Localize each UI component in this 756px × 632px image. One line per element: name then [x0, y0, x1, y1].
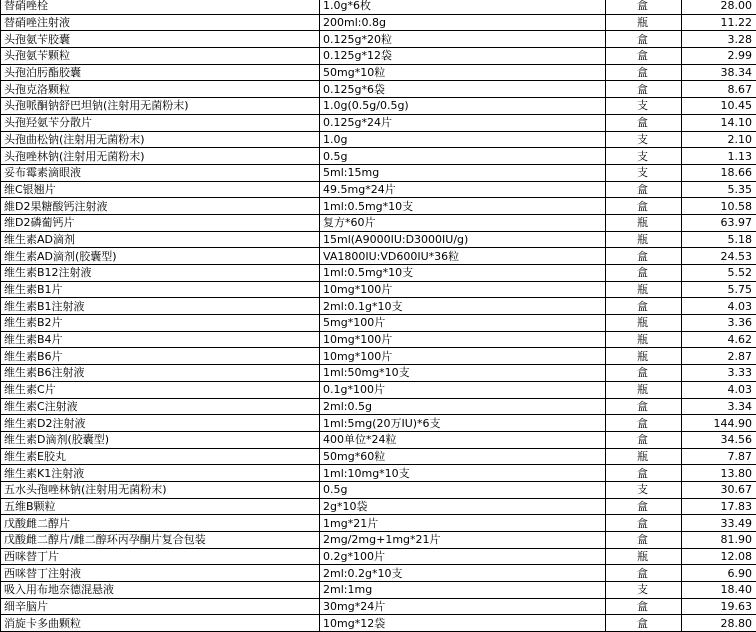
table-row [1, 365, 756, 382]
unit-cell: 支 [606, 148, 682, 165]
price-cell: 34.56 [682, 431, 756, 448]
spec-cell: 0.125g*20粒 [320, 31, 606, 48]
unit-cell: 瓶 [606, 448, 682, 465]
spec-cell: 50mg*60粒 [320, 448, 606, 465]
unit-cell: 盒 [606, 615, 682, 632]
table-row [1, 381, 756, 398]
spec-cell: 2ml:0.1g*10支 [320, 298, 606, 315]
table-row [1, 532, 756, 549]
drug-name-cell: 西咪替丁片 [1, 548, 320, 565]
drug-name-cell: 头孢哌酮钠舒巴坦钠(注射用无菌粉末) [1, 98, 320, 115]
price-cell: 13.80 [682, 465, 756, 482]
spec-cell: VA1800IU:VD600IU*36粒 [320, 248, 606, 265]
unit-cell: 瓶 [606, 231, 682, 248]
price-cell: 2.10 [682, 131, 756, 148]
drug-name-cell: 维生素AD滴剂(胶囊型) [1, 248, 320, 265]
price-cell: 3.34 [682, 398, 756, 415]
table-row [1, 465, 756, 482]
unit-cell: 盒 [606, 248, 682, 265]
price-cell: 81.90 [682, 532, 756, 549]
table-row [1, 331, 756, 348]
spec-cell: 2mg/2mg+1mg*21片 [320, 532, 606, 549]
table-row [1, 181, 756, 198]
spec-cell: 1ml:10mg*10支 [320, 465, 606, 482]
spec-cell: 0.125g*12袋 [320, 48, 606, 65]
price-cell: 3.36 [682, 315, 756, 332]
unit-cell: 盒 [606, 31, 682, 48]
spec-cell: 1.0g(0.5g/0.5g) [320, 98, 606, 115]
drug-name-cell: 替硝唑注射液 [1, 14, 320, 31]
spec-cell: 49.5mg*24片 [320, 181, 606, 198]
spec-cell: 200ml:0.8g [320, 14, 606, 31]
table-row [1, 64, 756, 81]
drug-name-cell: 维生素C片 [1, 381, 320, 398]
drug-name-cell: 维生素B6注射液 [1, 365, 320, 382]
spec-cell: 400单位*24粒 [320, 431, 606, 448]
table-row [1, 298, 756, 315]
unit-cell: 瓶 [606, 548, 682, 565]
unit-cell: 盒 [606, 515, 682, 532]
price-cell: 11.22 [682, 14, 756, 31]
price-cell: 38.34 [682, 64, 756, 81]
drug-name-cell: 头孢曲松钠(注射用无菌粉末) [1, 131, 320, 148]
spec-cell: 0.5g [320, 148, 606, 165]
table-row [1, 548, 756, 565]
table-row [1, 98, 756, 115]
drug-name-cell: 头孢羟氨苄分散片 [1, 114, 320, 131]
unit-cell: 瓶 [606, 331, 682, 348]
drug-name-cell: 维D2磷葡钙片 [1, 214, 320, 231]
spec-cell: 5mg*100片 [320, 315, 606, 332]
unit-cell: 盒 [606, 298, 682, 315]
price-cell: 2.99 [682, 48, 756, 65]
spec-cell: 2ml:0.5g [320, 398, 606, 415]
price-cell: 3.33 [682, 365, 756, 382]
spec-cell: 0.125g*24片 [320, 114, 606, 131]
table-row [1, 431, 756, 448]
spec-cell: 1.0g [320, 131, 606, 148]
drug-name-cell: 细辛脑片 [1, 598, 320, 615]
price-cell: 12.08 [682, 548, 756, 565]
drug-name-cell: 头孢泊肟酯胶囊 [1, 64, 320, 81]
spec-cell: 1ml:0.5mg*10支 [320, 198, 606, 215]
spec-cell: 1.0g*6枚 [320, 0, 606, 14]
drug-name-cell: 消旋卡多曲颗粒 [1, 615, 320, 632]
table-row [1, 598, 756, 615]
price-cell: 30.67 [682, 481, 756, 498]
price-cell: 2.87 [682, 348, 756, 365]
table-row [1, 114, 756, 131]
table-row [1, 498, 756, 515]
table-row [1, 565, 756, 582]
drug-name-cell: 五水头孢唑林钠(注射用无菌粉末) [1, 481, 320, 498]
table-row [1, 81, 756, 98]
price-cell: 4.62 [682, 331, 756, 348]
drug-name-cell: 维生素AD滴剂 [1, 231, 320, 248]
spec-cell: 0.125g*6袋 [320, 81, 606, 98]
table-row [1, 515, 756, 532]
unit-cell: 盒 [606, 81, 682, 98]
drug-name-cell: 维生素E胶丸 [1, 448, 320, 465]
table-row [1, 582, 756, 599]
price-cell: 10.58 [682, 198, 756, 215]
drug-name-cell: 头孢氨苄胶囊 [1, 31, 320, 48]
unit-cell: 瓶 [606, 381, 682, 398]
unit-cell: 瓶 [606, 348, 682, 365]
drug-name-cell: 维生素D2注射液 [1, 415, 320, 432]
drug-name-cell: 头孢唑林钠(注射用无菌粉末) [1, 148, 320, 165]
table-row [1, 131, 756, 148]
drug-name-cell: 维C银翘片 [1, 181, 320, 198]
price-cell: 19.63 [682, 598, 756, 615]
unit-cell: 盒 [606, 565, 682, 582]
spec-cell: 1ml:50mg*10支 [320, 365, 606, 382]
unit-cell: 盒 [606, 64, 682, 81]
unit-cell: 支 [606, 481, 682, 498]
price-cell: 5.18 [682, 231, 756, 248]
unit-cell: 瓶 [606, 281, 682, 298]
drug-name-cell: 吸入用布地奈德混悬液 [1, 582, 320, 599]
price-cell: 17.83 [682, 498, 756, 515]
unit-cell: 盒 [606, 598, 682, 615]
drug-name-cell: 维生素K1注射液 [1, 465, 320, 482]
unit-cell: 盒 [606, 465, 682, 482]
unit-cell: 盒 [606, 498, 682, 515]
price-cell: 4.03 [682, 298, 756, 315]
spec-cell: 0.5g [320, 481, 606, 498]
drug-name-cell: 维生素B2片 [1, 315, 320, 332]
spec-cell: 15ml(A9000IU:D3000IU/g) [320, 231, 606, 248]
price-cell: 33.49 [682, 515, 756, 532]
unit-cell: 盒 [606, 265, 682, 282]
unit-cell: 支 [606, 582, 682, 599]
unit-cell: 盒 [606, 365, 682, 382]
spec-cell: 10mg*100片 [320, 331, 606, 348]
table-row [1, 348, 756, 365]
table-row [1, 48, 756, 65]
unit-cell: 盒 [606, 431, 682, 448]
table-row [1, 164, 756, 181]
spec-cell: 5ml:15mg [320, 164, 606, 181]
price-cell: 18.66 [682, 164, 756, 181]
unit-cell: 盒 [606, 0, 682, 14]
price-cell: 63.97 [682, 214, 756, 231]
price-cell: 5.75 [682, 281, 756, 298]
unit-cell: 盒 [606, 181, 682, 198]
drug-name-cell: 戊酸雌二醇片/雌二醇环丙孕酮片复合包装 [1, 532, 320, 549]
spec-cell: 10mg*100片 [320, 281, 606, 298]
table-row [1, 448, 756, 465]
unit-cell: 盒 [606, 198, 682, 215]
table-row [1, 248, 756, 265]
price-cell: 7.87 [682, 448, 756, 465]
drug-name-cell: 维生素D滴剂(胶囊型) [1, 431, 320, 448]
drug-name-cell: 头孢克洛颗粒 [1, 81, 320, 98]
unit-cell: 支 [606, 98, 682, 115]
spec-cell: 2g*10袋 [320, 498, 606, 515]
table-row [1, 231, 756, 248]
table-row [1, 0, 756, 14]
table-row [1, 265, 756, 282]
drug-name-cell: 维生素B12注射液 [1, 265, 320, 282]
price-cell: 18.40 [682, 582, 756, 599]
unit-cell: 支 [606, 164, 682, 181]
drug-name-cell: 替硝唑栓 [1, 0, 320, 14]
table-row [1, 281, 756, 298]
table-row [1, 315, 756, 332]
table-row [1, 481, 756, 498]
spec-cell: 2ml:1mg [320, 582, 606, 599]
spec-cell: 50mg*10粒 [320, 64, 606, 81]
drug-name-cell: 五维B颗粒 [1, 498, 320, 515]
spec-cell: 30mg*24片 [320, 598, 606, 615]
drug-name-cell: 维生素C注射液 [1, 398, 320, 415]
spec-cell: 0.2g*100片 [320, 548, 606, 565]
unit-cell: 盒 [606, 532, 682, 549]
unit-cell: 瓶 [606, 315, 682, 332]
price-cell: 14.10 [682, 114, 756, 131]
price-cell: 6.90 [682, 565, 756, 582]
unit-cell: 盒 [606, 415, 682, 432]
drug-name-cell: 维生素B1片 [1, 281, 320, 298]
unit-cell: 支 [606, 131, 682, 148]
table-row [1, 14, 756, 31]
table-row [1, 31, 756, 48]
drug-name-cell: 头孢氨苄颗粒 [1, 48, 320, 65]
drug-name-cell: 维生素B4片 [1, 331, 320, 348]
unit-cell: 瓶 [606, 214, 682, 231]
drug-name-cell: 維D2果糖酸钙注射液 [1, 198, 320, 215]
unit-cell: 盒 [606, 114, 682, 131]
drug-name-cell: 维生素B6片 [1, 348, 320, 365]
drug-name-cell: 西咪替丁注射液 [1, 565, 320, 582]
unit-cell: 瓶 [606, 14, 682, 31]
drug-name-cell: 维生素B1注射液 [1, 298, 320, 315]
spec-cell: 2ml:0.2g*10支 [320, 565, 606, 582]
price-cell: 5.35 [682, 181, 756, 198]
table-body [1, 0, 756, 632]
table-row [1, 148, 756, 165]
price-cell: 8.67 [682, 81, 756, 98]
spec-cell: 1ml:5mg(20万IU)*6支 [320, 415, 606, 432]
table-row [1, 415, 756, 432]
unit-cell: 盒 [606, 398, 682, 415]
spec-cell: 复方*60片 [320, 214, 606, 231]
price-cell: 28.00 [682, 0, 756, 14]
table-row [1, 214, 756, 231]
spec-cell: 10mg*12袋 [320, 615, 606, 632]
price-cell: 1.13 [682, 148, 756, 165]
spec-cell: 10mg*100片 [320, 348, 606, 365]
spec-cell: 1mg*21片 [320, 515, 606, 532]
spec-cell: 1ml:0.5mg*10支 [320, 265, 606, 282]
table-row [1, 615, 756, 632]
drug-name-cell: 戊酸雌二醇片 [1, 515, 320, 532]
price-cell: 28.80 [682, 615, 756, 632]
spec-cell: 0.1g*100片 [320, 381, 606, 398]
price-cell: 5.52 [682, 265, 756, 282]
price-cell: 4.03 [682, 381, 756, 398]
price-cell: 10.45 [682, 98, 756, 115]
drug-name-cell: 妥布霉素滴眼液 [1, 164, 320, 181]
table-row [1, 198, 756, 215]
price-cell: 3.28 [682, 31, 756, 48]
price-cell: 144.90 [682, 415, 756, 432]
price-cell: 24.53 [682, 248, 756, 265]
unit-cell: 盒 [606, 48, 682, 65]
table-row [1, 398, 756, 415]
